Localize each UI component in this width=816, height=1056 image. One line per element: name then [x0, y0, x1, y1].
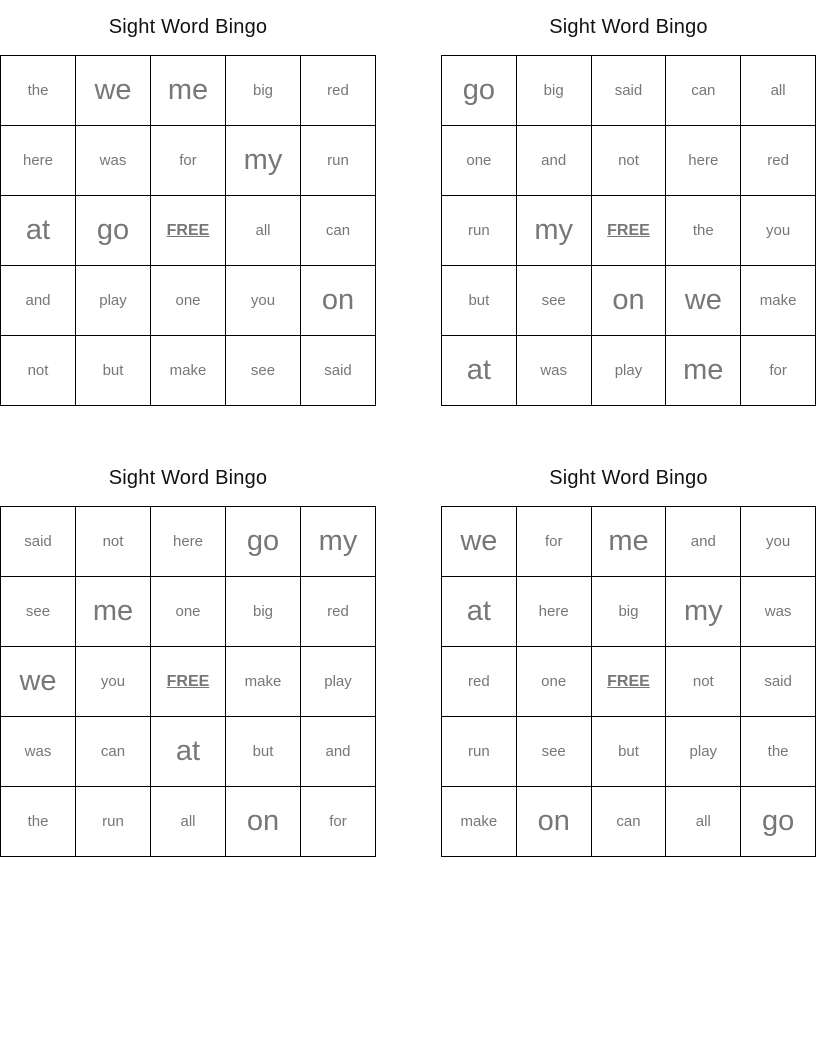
- bingo-cell: all: [741, 56, 816, 126]
- table-row: [442, 787, 816, 857]
- bingo-cell: we: [442, 507, 517, 577]
- bingo-cell: for: [301, 787, 376, 857]
- bingo-grid: [441, 55, 816, 406]
- bingo-cell: but: [76, 336, 151, 406]
- bingo-cell: for: [516, 507, 591, 577]
- bingo-cell: one: [151, 266, 226, 336]
- bingo-cell: make: [442, 787, 517, 857]
- bingo-card-3: [0, 465, 376, 857]
- bingo-cell: at: [151, 717, 226, 787]
- bingo-cell: run: [76, 787, 151, 857]
- bingo-cell: and: [516, 126, 591, 196]
- bingo-cell: and: [301, 717, 376, 787]
- bingo-cell: we: [76, 56, 151, 126]
- bingo-cell: see: [1, 577, 76, 647]
- table-row: [1, 507, 376, 577]
- bingo-cell: for: [741, 336, 816, 406]
- bingo-cell: can: [591, 787, 666, 857]
- bingo-cell: red: [301, 56, 376, 126]
- table-row: [1, 577, 376, 647]
- bingo-cell: all: [151, 787, 226, 857]
- bingo-cell: but: [591, 717, 666, 787]
- bingo-cell: can: [301, 196, 376, 266]
- bingo-cell: not: [1, 336, 76, 406]
- bingo-cell: run: [301, 126, 376, 196]
- table-row: [1, 126, 376, 196]
- bingo-cell: play: [76, 266, 151, 336]
- free-cell: FREE: [151, 647, 226, 717]
- bingo-cell: make: [226, 647, 301, 717]
- table-row: [1, 336, 376, 406]
- free-cell: FREE: [591, 647, 666, 717]
- bingo-cell: big: [226, 56, 301, 126]
- table-row: [1, 787, 376, 857]
- bingo-cell: my: [226, 126, 301, 196]
- bingo-grid: [441, 506, 816, 857]
- bingo-cell: one: [516, 647, 591, 717]
- card-title: Sight Word Bingo: [108, 16, 268, 38]
- free-cell: FREE: [151, 196, 226, 266]
- bingo-cell: run: [442, 717, 517, 787]
- bingo-card-4: [441, 465, 816, 857]
- bingo-cell: on: [301, 266, 376, 336]
- table-row: [442, 647, 816, 717]
- bingo-cell: go: [442, 56, 517, 126]
- free-cell: FREE: [591, 196, 666, 266]
- bingo-card-1: [0, 14, 376, 406]
- table-row: [442, 717, 816, 787]
- bingo-cell: said: [1, 507, 76, 577]
- bingo-cell: run: [442, 196, 517, 266]
- bingo-card-2: [441, 14, 816, 406]
- bingo-cell: all: [226, 196, 301, 266]
- bingo-cell: you: [741, 507, 816, 577]
- table-row: [1, 266, 376, 336]
- table-row: [442, 577, 816, 647]
- bingo-cell: but: [442, 266, 517, 336]
- table-row: [1, 196, 376, 266]
- bingo-cell: on: [226, 787, 301, 857]
- table-row: [442, 266, 816, 336]
- card-title: Sight Word Bingo: [108, 467, 268, 489]
- bingo-cell: big: [591, 577, 666, 647]
- bingo-cell: play: [666, 717, 741, 787]
- bingo-cell: go: [76, 196, 151, 266]
- table-row: [442, 196, 816, 266]
- bingo-cell: big: [516, 56, 591, 126]
- bingo-cell: said: [301, 336, 376, 406]
- bingo-cell: play: [591, 336, 666, 406]
- bingo-cell: not: [666, 647, 741, 717]
- bingo-cell: my: [301, 507, 376, 577]
- bingo-grid: [0, 55, 376, 406]
- bingo-cell: one: [442, 126, 517, 196]
- bingo-cell: here: [1, 126, 76, 196]
- bingo-cell: at: [1, 196, 76, 266]
- bingo-cell: was: [516, 336, 591, 406]
- bingo-cell: at: [442, 577, 517, 647]
- table-row: [442, 336, 816, 406]
- bingo-cell: said: [591, 56, 666, 126]
- table-row: [1, 56, 376, 126]
- bingo-cell: was: [741, 577, 816, 647]
- bingo-cell: can: [76, 717, 151, 787]
- bingo-cell: on: [516, 787, 591, 857]
- bingo-cell: go: [226, 507, 301, 577]
- bingo-cell: but: [226, 717, 301, 787]
- bingo-grid: [0, 506, 376, 857]
- bingo-cell: one: [151, 577, 226, 647]
- bingo-cell: my: [666, 577, 741, 647]
- bingo-cell: and: [1, 266, 76, 336]
- bingo-cell: you: [226, 266, 301, 336]
- card-title: Sight Word Bingo: [549, 467, 708, 489]
- bingo-cell: all: [666, 787, 741, 857]
- bingo-cell: me: [591, 507, 666, 577]
- bingo-cell: me: [151, 56, 226, 126]
- bingo-cell: see: [516, 266, 591, 336]
- bingo-cell: was: [76, 126, 151, 196]
- bingo-cell: was: [1, 717, 76, 787]
- table-row: [442, 126, 816, 196]
- bingo-cell: play: [301, 647, 376, 717]
- bingo-cell: see: [226, 336, 301, 406]
- card-title: Sight Word Bingo: [549, 16, 708, 38]
- bingo-cell: big: [226, 577, 301, 647]
- bingo-cell: we: [666, 266, 741, 336]
- bingo-cell: for: [151, 126, 226, 196]
- bingo-cell: my: [516, 196, 591, 266]
- bingo-cell: me: [76, 577, 151, 647]
- bingo-cell: and: [666, 507, 741, 577]
- bingo-cell: me: [666, 336, 741, 406]
- bingo-cell: red: [442, 647, 517, 717]
- table-row: [442, 507, 816, 577]
- bingo-cell: here: [666, 126, 741, 196]
- bingo-cell: can: [666, 56, 741, 126]
- bingo-cell: not: [76, 507, 151, 577]
- bingo-cell: red: [301, 577, 376, 647]
- bingo-cell: the: [741, 717, 816, 787]
- bingo-cell: said: [741, 647, 816, 717]
- bingo-cell: not: [591, 126, 666, 196]
- bingo-cell: you: [741, 196, 816, 266]
- bingo-cell: see: [516, 717, 591, 787]
- bingo-cell: make: [741, 266, 816, 336]
- bingo-cell: here: [516, 577, 591, 647]
- bingo-cell: the: [1, 56, 76, 126]
- table-row: [442, 56, 816, 126]
- bingo-cell: go: [741, 787, 816, 857]
- table-row: [1, 717, 376, 787]
- bingo-cell: the: [1, 787, 76, 857]
- bingo-cell: make: [151, 336, 226, 406]
- bingo-cell: we: [1, 647, 76, 717]
- bingo-cell: on: [591, 266, 666, 336]
- bingo-cell: here: [151, 507, 226, 577]
- table-row: [1, 647, 376, 717]
- bingo-cell: red: [741, 126, 816, 196]
- bingo-cell: at: [442, 336, 517, 406]
- bingo-cell: you: [76, 647, 151, 717]
- bingo-cell: the: [666, 196, 741, 266]
